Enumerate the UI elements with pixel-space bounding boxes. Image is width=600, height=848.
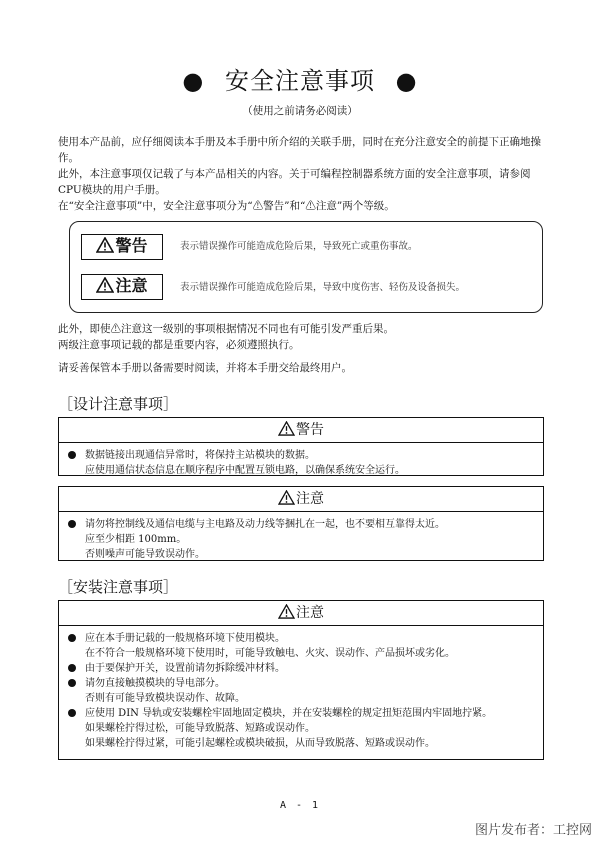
design-warning-header [59,418,543,443]
item-text: 否则噪声可能导致误动作。 [85,549,205,560]
severity-legend-box [69,221,543,313]
install-caution-box [58,600,544,760]
list-item [67,706,535,751]
warning-triangle-icon [96,237,114,253]
warning-triangle-icon [278,421,295,436]
item-text: 数据链接出现通信异常时，将保持主站模块的数据。 [85,450,315,461]
item-text: 请勿将控制线及通信电缆与主电路及动力线等捆扎在一起，也不要相互靠得太近。 [85,519,445,530]
bullet-icon [68,451,76,459]
list-item [67,631,535,661]
bullet-icon [68,634,76,642]
warning-label-box [81,234,163,260]
bullet-icon [68,664,76,672]
warning-triangle-icon [278,490,295,505]
design-section-heading: ［设计注意事项］ [58,395,179,413]
intro-paragraph-1: 使用本产品前，应仔细阅读本手册及本手册中所介绍的关联手册，同时在充分注意安全的前提下正确地操作。 [58,136,541,164]
design-caution-header [59,487,543,512]
caution-label-text: 注意 [115,276,148,295]
page-subtitle: （使用之前请务必阅读） [242,105,358,117]
publisher-watermark: 图片发布者：工控网 [474,823,592,838]
item-text: 应在本手册记载的一般规格环境下使用模块。 [85,633,285,644]
design-caution-box [58,486,544,561]
item-text: 如果螺栓拧得过紧，可能引起螺栓或模块破损，从而导致脱落、短路或误动作。 [85,738,435,749]
page-title [0,66,600,96]
list-item [67,676,535,706]
install-section-heading: ［安装注意事项］ [58,578,179,596]
item-text: 否则有可能导致模块误动作、故障。 [85,693,245,704]
intro-paragraph-2: 此外，本注意事项仅记载了与本产品相关的内容。关于可编程控制器系统方面的安全注意事项，请参阅 CPU模块的用户手册。 [58,168,531,196]
design-caution-label: 注意 [296,491,324,507]
caution-description: 表示错误操作可能造成危险后果，导致中度伤害、轻伤及设备损失。 [180,282,466,293]
caution-label-box [81,274,163,300]
install-caution-header [59,601,543,626]
bullet-icon [68,679,76,687]
warning-triangle-icon [278,604,295,619]
item-text: 应至少相距 100mm。 [85,534,187,545]
design-warning-box [58,417,544,476]
bullet-icon [68,709,76,717]
warning-description: 表示错误操作可能造成危险后果，导致死亡或重伤事故。 [180,241,418,252]
note-line-1: 此外，即使⚠注意这一级别的事项根据情况不同也有可能引发严重后果。 [58,323,394,335]
item-text: 请勿直接触摸模块的导电部分。 [85,678,225,689]
list-item [67,448,535,478]
item-text: 应使用 DIN 导轨或安装螺栓牢固地固定模块，并在安装螺栓的规定扭矩范围内牢固地拧紧。 [85,708,493,719]
design-warning-body [59,443,543,482]
title-bullet-left: ● [182,67,205,95]
intro-paragraph-3: 在“安全注意事项”中，安全注意事项分为“⚠警告”和“⚠注意”两个等级。 [58,200,395,212]
install-caution-label: 注意 [296,605,324,621]
warning-triangle-icon [96,277,114,293]
design-warning-label: 警告 [296,422,324,438]
item-text: 在不符合一般规格环境下使用时，可能导致触电、火灾、误动作、产品损坏或劣化。 [85,648,455,659]
note-line-3: 请妥善保管本手册以备需要时阅读，并将本手册交给最终用户。 [58,362,352,374]
bullet-icon [68,520,76,528]
list-item [67,517,535,562]
install-caution-body [59,626,543,755]
page-number: A - 1 [279,800,321,811]
item-text: 如果螺栓拧得过松，可能导致脱落、短路或误动作。 [85,723,315,734]
item-text: 由于要保护开关，设置前请勿拆除缓冲材料。 [85,663,285,674]
item-text: 应使用通信状态信息在顺序程序中配置互锁电路，以确保系统安全运行。 [85,465,405,476]
warning-label-text: 警告 [115,236,148,255]
design-caution-body [59,512,543,566]
title-bullet-right: ● [395,67,418,95]
title-text: 安全注意事项 [225,67,375,95]
list-item [67,661,535,676]
note-line-2: 两级注意事项记载的都是重要内容，必须遵照执行。 [58,339,300,351]
